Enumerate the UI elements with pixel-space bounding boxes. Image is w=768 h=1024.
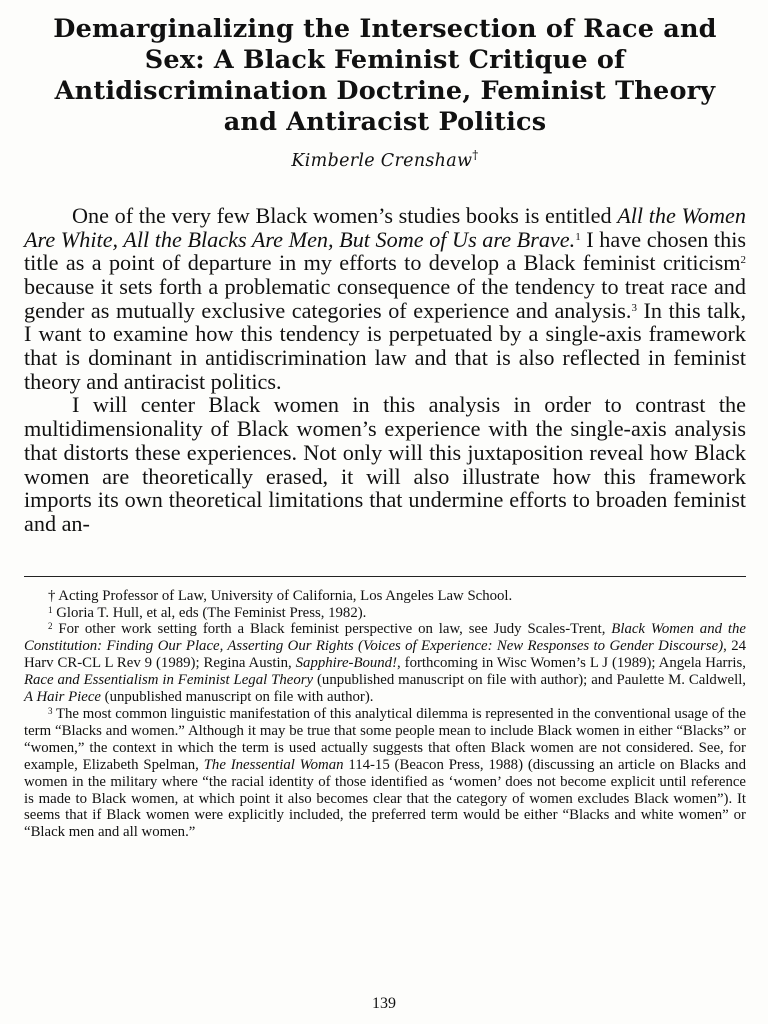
- author-line: [24, 148, 746, 171]
- author-footnote-mark: †: [472, 148, 479, 162]
- body-text: because it sets forth a problematic consequence of the tendency to treat race and gender as mutually exclusive categories of experience and analysis.: [24, 273, 746, 323]
- footnote-divider: [24, 576, 746, 577]
- footnote-3: [24, 706, 746, 841]
- page-number: 139: [372, 995, 396, 1012]
- footnote-mark: 2: [48, 621, 53, 632]
- cited-title: Sapphire-Bound!: [295, 655, 398, 672]
- footnote-text: 114-15 (Beacon Press, 1988) (discussing an article on Blacks and women in the military where “the racial identity of those identified as ‘women’ does not become explicit until reference is made to Black women, at which point it also becomes clear that the category of women excludes Black women”). It seems that if Black women were explicitly included, the preferred term would be either “Blacks and white women” or “Black men and all women.”: [24, 756, 746, 841]
- article-body: [24, 204, 746, 536]
- footnote-text: Gloria T. Hull, et al, eds (The Feminist Press, 1982).: [52, 604, 367, 621]
- footnote-mark: †: [48, 587, 56, 604]
- article-page: [24, 14, 746, 841]
- footnote-text: (unpublished manuscript on file with author).: [100, 689, 374, 706]
- cited-title: Black Women and the Constitution: Finding Our Place, Asserting Our Rights (Voices of Experience: New Responses to Gender Discourse): [24, 621, 746, 655]
- footnote-1: [24, 605, 746, 622]
- body-paragraph-1: [24, 204, 746, 394]
- cited-title: A Hair Piece: [24, 689, 101, 706]
- body-text: In this talk, I want to examine how this tendency is perpetuated by a single-axis framework that is dominant in antidiscrimination law and that is also reflected in feminist theory and antiracist politics.: [24, 297, 746, 394]
- cited-title: The Inessential Woman: [203, 756, 344, 773]
- book-title: All the Women Are White, All the Blacks Are Men, But Some of Us are Brave.: [24, 202, 746, 252]
- footnote-text: , forthcoming in Wisc Women’s L J (1989); Angela Harris,: [397, 655, 746, 672]
- footnote-text: , 24 Harv CR-CL L Rev 9 (1989); Regina Austin,: [24, 638, 746, 672]
- footnotes: [24, 588, 746, 842]
- footnote-mark: 1: [48, 604, 53, 615]
- footnote-text: For other work setting forth a Black feminist perspective on law, see Judy Scales-Trent,: [52, 621, 612, 638]
- body-text: One of the very few Black women’s studies books is entitled: [72, 202, 618, 228]
- footnote-text: The most common linguistic manifestation of this analytical dilemma is represented in the conventional usage of the term “Blacks and women.” Although it may be true that some people mean to include Black women in either “Blacks” or “women,” the context in which the term is used actually suggests that often Black women are not considered. See, for example, Elizabeth Spelman,: [24, 706, 746, 773]
- footnote-ref: 2: [740, 254, 746, 267]
- cited-title: Race and Essentialism in Feminist Legal Theory: [24, 672, 314, 689]
- footnote-2: [24, 621, 746, 706]
- footnote-ref: 3: [631, 301, 637, 314]
- body-paragraph-2: I will center Black women in this analysis in order to contrast the multidimensionality of Black women’s experience with the single-axis analysis that distorts these experiences. Not only will this juxtaposition reveal how Black women are theoretically erased, it will also illustrate how this framework imports its own theoretical limitations that undermine efforts to broaden feminist and an-: [24, 392, 746, 536]
- footnote-ref: 1: [575, 230, 581, 243]
- footnote-text: (unpublished manuscript on file with author); and Paulette M. Caldwell,: [313, 672, 747, 689]
- body-text: I have chosen this title as a point of departure in my efforts to develop a Black feminist criticism: [24, 226, 746, 276]
- footnote-text: Acting Professor of Law, University of California, Los Angeles Law School.: [55, 587, 513, 604]
- article-title: Demarginalizing the Intersection of Race and Sex: A Black Feminist Critique of Antidiscrimination Doctrine, Feminist Theory and Antiracist Politics: [53, 14, 717, 137]
- author-name: Kimberle Crenshaw: [291, 150, 473, 171]
- footnote-dagger: [24, 588, 746, 605]
- footnote-mark: 3: [48, 706, 53, 717]
